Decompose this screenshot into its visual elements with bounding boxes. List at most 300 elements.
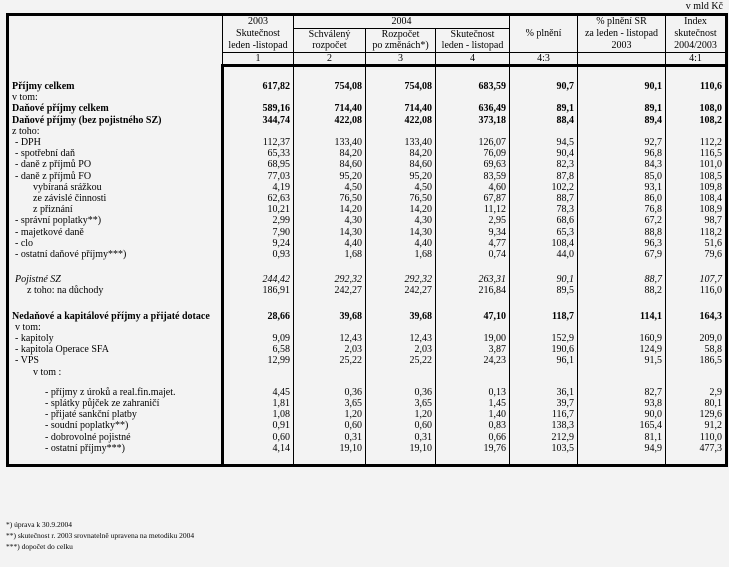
cell-col1: 589,16 (223, 103, 294, 114)
row-label: z toho: (12, 125, 40, 137)
cell-col7: 108,2 (666, 115, 727, 126)
cell-col3: 39,68 (366, 311, 436, 322)
cell-col5: 102,2 (510, 182, 578, 193)
cell-col4 (436, 367, 510, 378)
cell-col4: 0,13 (436, 387, 510, 398)
cell-col2 (294, 126, 366, 137)
cell-col4: 19,00 (436, 333, 510, 344)
cell-col5: 82,3 (510, 159, 578, 170)
cell-col5: 36,1 (510, 387, 578, 398)
row-label: - přijaté sankční platby (45, 409, 137, 421)
row-label: - ostatní daňové příjmy***) (15, 249, 127, 261)
row-label: - VPS (15, 355, 39, 367)
table-row (8, 249, 727, 260)
cell-col1: 68,95 (223, 159, 294, 170)
cell-col6: 88,7 (578, 274, 666, 285)
revenue-table (6, 13, 728, 467)
cell-col1: 28,66 (223, 311, 294, 322)
table-row (8, 274, 727, 285)
cell-col5: 190,6 (510, 344, 578, 355)
cell-col5 (510, 92, 578, 103)
row-label: v tom: (15, 321, 41, 333)
table-row (8, 204, 727, 215)
cell-col5: 212,9 (510, 432, 578, 443)
cell-col2: 0,60 (294, 420, 366, 431)
cell-col2: 14,20 (294, 204, 366, 215)
cell-col6: 93,1 (578, 182, 666, 193)
cell-col1: 4,19 (223, 182, 294, 193)
cell-col6: 85,0 (578, 171, 666, 182)
header-col3-l2: po změnách*) (366, 40, 436, 52)
cell-col4: 0,83 (436, 420, 510, 431)
cell-col4: 263,31 (436, 274, 510, 285)
cell-col7: 108,9 (666, 204, 727, 215)
cell-col7: 58,8 (666, 344, 727, 355)
cell-col1: 12,99 (223, 355, 294, 366)
spacer-row (8, 378, 727, 387)
cell-col7: 101,0 (666, 159, 727, 170)
cell-col6: 160,9 (578, 333, 666, 344)
cell-col2: 14,30 (294, 227, 366, 238)
cell-col6: 81,1 (578, 432, 666, 443)
header-col6-num (578, 52, 666, 66)
cell-col2: 95,20 (294, 171, 366, 182)
row-label: Daňové příjmy (bez pojistného SZ) (12, 114, 162, 126)
cell-col7 (666, 92, 727, 103)
cell-col4: 683,59 (436, 81, 510, 92)
row-label: vybíraná srážkou (33, 181, 102, 193)
cell-col7: 109,8 (666, 182, 727, 193)
cell-col2: 4,50 (294, 182, 366, 193)
cell-col5: 118,7 (510, 311, 578, 322)
cell-col2: 76,50 (294, 193, 366, 204)
cell-col3: 292,32 (366, 274, 436, 285)
row-label: Daňové příjmy celkem (12, 103, 109, 115)
cell-col3: 95,20 (366, 171, 436, 182)
cell-col7: 110,6 (666, 81, 727, 92)
table-row (8, 355, 727, 366)
row-label: - spotřební daň (15, 148, 75, 160)
cell-col1: 0,60 (223, 432, 294, 443)
cell-col5: 88,4 (510, 115, 578, 126)
cell-col5: 78,3 (510, 204, 578, 215)
cell-col5: 96,1 (510, 355, 578, 366)
header-col2-l1: Schválený (294, 28, 366, 40)
cell-col3 (366, 322, 436, 333)
header-col7-l1: Index (666, 15, 727, 29)
cell-col3: 1,20 (366, 409, 436, 420)
cell-col6: 165,4 (578, 420, 666, 431)
cell-col2: 292,32 (294, 274, 366, 285)
cell-col3: 0,31 (366, 432, 436, 443)
row-label: - majetkové daně (15, 226, 84, 238)
cell-col7: 116,5 (666, 148, 727, 159)
row-label: - správní poplatky**) (15, 215, 102, 227)
cell-col3: 0,36 (366, 387, 436, 398)
cell-col4: 373,18 (436, 115, 510, 126)
cell-col6: 89,4 (578, 115, 666, 126)
cell-col1: 0,93 (223, 249, 294, 260)
cell-col1: 6,58 (223, 344, 294, 355)
header-col1-num: 1 (223, 52, 294, 66)
cell-col5: 90,7 (510, 81, 578, 92)
cell-col4: 69,63 (436, 159, 510, 170)
cell-col3: 3,65 (366, 398, 436, 409)
table-row (8, 443, 727, 454)
cell-col1: 617,82 (223, 81, 294, 92)
row-label: - soudní poplatky**) (45, 420, 129, 432)
table-row (8, 159, 727, 170)
cell-col7: 129,6 (666, 409, 727, 420)
table-row (8, 344, 727, 355)
cell-col7: 186,5 (666, 355, 727, 366)
cell-col6: 88,8 (578, 227, 666, 238)
cell-col4: 19,76 (436, 443, 510, 454)
cell-col4: 2,95 (436, 215, 510, 226)
cell-col2: 84,60 (294, 159, 366, 170)
cell-col6: 124,9 (578, 344, 666, 355)
cell-col1 (223, 322, 294, 333)
cell-col4: 24,23 (436, 355, 510, 366)
cell-col1: 4,14 (223, 443, 294, 454)
header-col5: % plnění (510, 15, 578, 53)
row-label: Příjmy celkem (12, 81, 75, 92)
cell-col2: 1,20 (294, 409, 366, 420)
table-row (8, 432, 727, 443)
row-label: Pojistné SZ (15, 274, 61, 286)
cell-col6: 96,8 (578, 148, 666, 159)
cell-col2: 0,31 (294, 432, 366, 443)
cell-col2 (294, 92, 366, 103)
cell-col2: 754,08 (294, 81, 366, 92)
cell-col1: 1,08 (223, 409, 294, 420)
row-label: v tom: (12, 92, 38, 104)
cell-col5: 65,3 (510, 227, 578, 238)
cell-col4: 9,34 (436, 227, 510, 238)
cell-col5 (510, 126, 578, 137)
table-row (8, 126, 727, 137)
cell-col6: 93,8 (578, 398, 666, 409)
cell-col1: 9,09 (223, 333, 294, 344)
cell-col4: 0,66 (436, 432, 510, 443)
cell-col5: 152,9 (510, 333, 578, 344)
cell-col7: 98,7 (666, 215, 727, 226)
cell-col7: 108,0 (666, 103, 727, 114)
row-label: z přiznání (33, 204, 73, 216)
cell-col6: 90,0 (578, 409, 666, 420)
cell-col3: 4,50 (366, 182, 436, 193)
cell-col5: 39,7 (510, 398, 578, 409)
cell-col4: 4,77 (436, 238, 510, 249)
cell-col1: 10,21 (223, 204, 294, 215)
row-label: - kapitoly (15, 333, 54, 345)
cell-col2: 4,40 (294, 238, 366, 249)
table-row (8, 115, 727, 126)
footnote-1: *) úprava k 30.9.2004 (6, 520, 73, 529)
cell-col1 (223, 92, 294, 103)
header-col7-num: 4:1 (666, 52, 727, 66)
footnotes (6, 519, 194, 552)
table-row (8, 137, 727, 148)
cell-col2: 2,03 (294, 344, 366, 355)
table-row (8, 81, 727, 92)
row-label: - clo (15, 237, 34, 249)
cell-col6 (578, 367, 666, 378)
cell-col1: 4,45 (223, 387, 294, 398)
cell-col7: 79,6 (666, 249, 727, 260)
cell-col3: 133,40 (366, 137, 436, 148)
header-col6-l2: za leden - listopad (578, 28, 666, 40)
cell-col3: 4,30 (366, 215, 436, 226)
row-label: - splátky půjček ze zahraničí (45, 398, 160, 410)
row-label: - příjmy z úroků a real.fin.majet. (45, 386, 176, 398)
cell-col1: 7,90 (223, 227, 294, 238)
cell-col5: 116,7 (510, 409, 578, 420)
cell-col6: 94,9 (578, 443, 666, 454)
cell-col1: 9,24 (223, 238, 294, 249)
cell-col3: 1,68 (366, 249, 436, 260)
cell-col4: 11,12 (436, 204, 510, 215)
cell-col7: 107,7 (666, 274, 727, 285)
cell-col2: 422,08 (294, 115, 366, 126)
header-col1-l1: Skutečnost (223, 28, 294, 40)
cell-col2: 25,22 (294, 355, 366, 366)
cell-col2 (294, 322, 366, 333)
cell-col2: 84,20 (294, 148, 366, 159)
cell-col5: 108,4 (510, 238, 578, 249)
cell-col7: 110,0 (666, 432, 727, 443)
cell-col7 (666, 126, 727, 137)
footnote-2: **) skutečnost r. 2003 srovnatelně upravena na metodiku 2004 (6, 531, 195, 540)
row-label: ze závislé činnosti (33, 193, 107, 205)
row-label: - DPH (15, 137, 41, 149)
table-row (8, 171, 727, 182)
cell-col2: 19,10 (294, 443, 366, 454)
cell-col2: 242,27 (294, 285, 366, 296)
cell-col3: 84,20 (366, 148, 436, 159)
cell-col2 (294, 367, 366, 378)
cell-col1 (223, 367, 294, 378)
footnote-3: ***) dopočet do celku (6, 542, 73, 551)
header-col6-l1: % plnění SR (578, 15, 666, 29)
cell-col6: 76,8 (578, 204, 666, 215)
cell-col6: 92,7 (578, 137, 666, 148)
cell-col4: 216,84 (436, 285, 510, 296)
cell-col6: 67,2 (578, 215, 666, 226)
row-label: v tom : (33, 366, 62, 378)
cell-col3: 4,40 (366, 238, 436, 249)
cell-col7: 116,0 (666, 285, 727, 296)
table-row (8, 322, 727, 333)
cell-col4: 1,40 (436, 409, 510, 420)
cell-col7: 209,0 (666, 333, 727, 344)
row-label: z toho: na důchody (27, 285, 104, 297)
table-row (8, 387, 727, 398)
cell-col5: 103,5 (510, 443, 578, 454)
cell-col2: 133,40 (294, 137, 366, 148)
table-row (8, 238, 727, 249)
cell-col4: 76,09 (436, 148, 510, 159)
cell-col4: 83,59 (436, 171, 510, 182)
cell-col6: 114,1 (578, 311, 666, 322)
cell-col7: 477,3 (666, 443, 727, 454)
spacer-row (8, 260, 727, 274)
cell-col1: 2,99 (223, 215, 294, 226)
cell-col5: 87,8 (510, 171, 578, 182)
header-col3-num: 3 (366, 52, 436, 66)
cell-col1: 65,33 (223, 148, 294, 159)
table-row (8, 182, 727, 193)
cell-col6: 91,5 (578, 355, 666, 366)
cell-col5: 89,5 (510, 285, 578, 296)
row-label: - kapitola Operace SFA (15, 344, 109, 356)
cell-col1: 112,37 (223, 137, 294, 148)
cell-col7: 108,4 (666, 193, 727, 204)
cell-col2: 4,30 (294, 215, 366, 226)
cell-col6 (578, 92, 666, 103)
cell-col4: 1,45 (436, 398, 510, 409)
table-row (8, 311, 727, 322)
cell-col6: 67,9 (578, 249, 666, 260)
table-row (8, 367, 727, 378)
header-col2-l2: rozpočet (294, 40, 366, 52)
cell-col4: 47,10 (436, 311, 510, 322)
table-row (8, 92, 727, 103)
cell-col4 (436, 92, 510, 103)
table-row (8, 193, 727, 204)
cell-col3: 25,22 (366, 355, 436, 366)
cell-col5: 88,7 (510, 193, 578, 204)
cell-col3: 14,20 (366, 204, 436, 215)
cell-col3: 754,08 (366, 81, 436, 92)
cell-col7: 164,3 (666, 311, 727, 322)
header-col7-l2: skutečnost (666, 28, 727, 40)
cell-col5: 94,5 (510, 137, 578, 148)
cell-col4 (436, 126, 510, 137)
cell-col6: 82,7 (578, 387, 666, 398)
cell-col4 (436, 322, 510, 333)
cell-col3: 19,10 (366, 443, 436, 454)
cell-col3: 14,30 (366, 227, 436, 238)
cell-col5 (510, 367, 578, 378)
cell-col7: 51,6 (666, 238, 727, 249)
header-col7-l3: 2004/2003 (666, 40, 727, 52)
cell-col1: 0,91 (223, 420, 294, 431)
cell-col5: 68,6 (510, 215, 578, 226)
cell-col3 (366, 367, 436, 378)
cell-col7 (666, 322, 727, 333)
cell-col3: 84,60 (366, 159, 436, 170)
cell-col3: 422,08 (366, 115, 436, 126)
cell-col3: 0,60 (366, 420, 436, 431)
cell-col5: 89,1 (510, 103, 578, 114)
table-row (8, 398, 727, 409)
unit-label: v mld Kč (685, 1, 723, 12)
cell-col7: 91,2 (666, 420, 727, 431)
row-label: - dobrovolné pojistné (45, 431, 131, 443)
cell-col5: 44,0 (510, 249, 578, 260)
cell-col2: 714,40 (294, 103, 366, 114)
header-col4-num: 4 (436, 52, 510, 66)
spacer-row (8, 454, 727, 466)
cell-col3: 242,27 (366, 285, 436, 296)
table-row (8, 285, 727, 296)
cell-col7: 80,1 (666, 398, 727, 409)
header-col3-l1: Rozpočet (366, 28, 436, 40)
row-label: - daně z příjmů FO (15, 170, 92, 182)
cell-col6: 86,0 (578, 193, 666, 204)
row-label: - ostatní příjmy***) (45, 442, 125, 454)
row-label: - daně z příjmů PO (15, 159, 92, 171)
cell-col7: 2,9 (666, 387, 727, 398)
table-row (8, 420, 727, 431)
cell-col7: 118,2 (666, 227, 727, 238)
cell-col1: 62,63 (223, 193, 294, 204)
cell-col2: 1,68 (294, 249, 366, 260)
cell-col1: 244,42 (223, 274, 294, 285)
cell-col3: 714,40 (366, 103, 436, 114)
cell-col5: 138,3 (510, 420, 578, 431)
cell-col6: 89,1 (578, 103, 666, 114)
cell-col1: 186,91 (223, 285, 294, 296)
spacer-row (8, 297, 727, 311)
cell-col2: 12,43 (294, 333, 366, 344)
header-blank (8, 15, 223, 66)
cell-col1: 77,03 (223, 171, 294, 182)
cell-col6: 90,1 (578, 81, 666, 92)
cell-col6: 84,3 (578, 159, 666, 170)
cell-col7 (666, 367, 727, 378)
cell-col5: 90,1 (510, 274, 578, 285)
cell-col4: 0,74 (436, 249, 510, 260)
cell-col3: 12,43 (366, 333, 436, 344)
header-year-2003: 2003 (223, 15, 294, 29)
header-col2-num: 2 (294, 52, 366, 66)
table-row (8, 333, 727, 344)
cell-col4: 126,07 (436, 137, 510, 148)
cell-col4: 67,87 (436, 193, 510, 204)
table-row (8, 215, 727, 226)
cell-col2: 39,68 (294, 311, 366, 322)
cell-col3: 2,03 (366, 344, 436, 355)
cell-col1: 344,74 (223, 115, 294, 126)
table-row (8, 227, 727, 238)
cell-col3: 76,50 (366, 193, 436, 204)
cell-col4: 3,87 (436, 344, 510, 355)
cell-col3 (366, 92, 436, 103)
cell-col4: 636,49 (436, 103, 510, 114)
cell-col1: 1,81 (223, 398, 294, 409)
cell-col5 (510, 322, 578, 333)
row-label: Nedaňové a kapitálové příjmy a přijaté dotace (12, 310, 210, 322)
cell-col2: 3,65 (294, 398, 366, 409)
header-year-2004: 2004 (294, 15, 510, 29)
header-col4-l2: leden - listopad (436, 40, 510, 52)
table-row (8, 409, 727, 420)
cell-col2: 0,36 (294, 387, 366, 398)
table-row (8, 103, 727, 114)
header-col1-l2: leden -listopad (223, 40, 294, 52)
header-col4-l1: Skutečnost (436, 28, 510, 40)
cell-col7: 108,5 (666, 171, 727, 182)
cell-col6 (578, 322, 666, 333)
header-col5-num: 4:3 (510, 52, 578, 66)
cell-col6 (578, 126, 666, 137)
cell-col3 (366, 126, 436, 137)
cell-col4: 4,60 (436, 182, 510, 193)
cell-col6: 96,3 (578, 238, 666, 249)
table-row (8, 148, 727, 159)
